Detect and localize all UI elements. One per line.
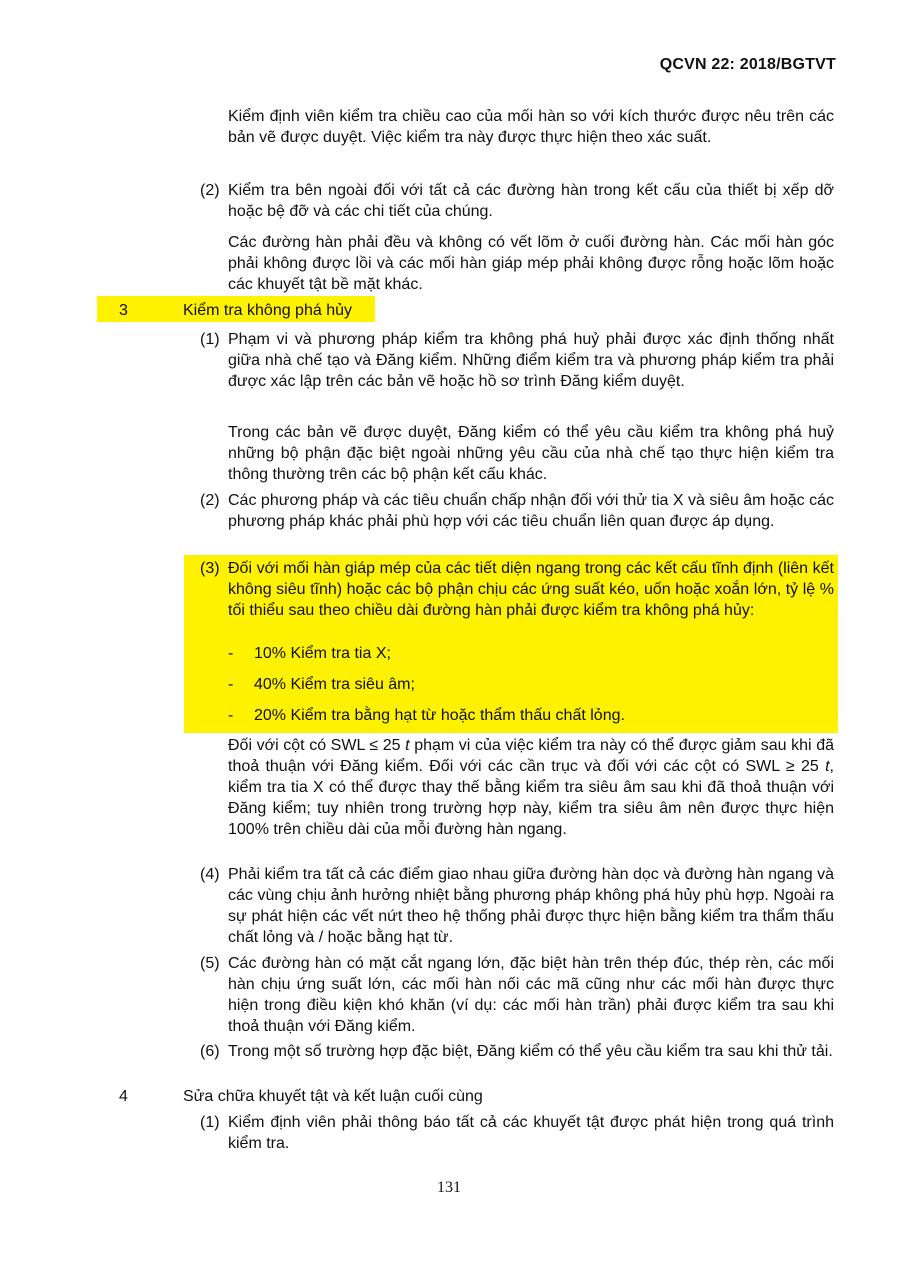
item-text: Phạm vi và phương pháp kiểm tra không phá huỷ phải được xác định thống nhất giữa nhà chế tạo và Đăng kiểm. Những điểm kiểm tra và phương pháp kiểm tra phải được xác lập trên các bản vẽ hoặc hồ sơ trình Đăng kiểm duyệt. (228, 331, 834, 390)
item-text: Trong một số trường hợp đặc biệt, Đăng kiểm có thể yêu cầu kiểm tra sau khi thử tải. (228, 1043, 833, 1060)
item-number: (1) (200, 1114, 220, 1131)
item-number: (5) (200, 955, 220, 972)
item-number: (4) (200, 866, 220, 883)
bullet-text: 40% Kiểm tra siêu âm; (254, 676, 415, 693)
header-doc-code: QCVN 22: 2018/BGTVT (659, 56, 836, 73)
item-text: Kiểm định viên phải thông báo tất cả các khuyết tật được phát hiện trong quá trình kiểm tra. (228, 1114, 834, 1152)
paragraph-swl-note (228, 735, 834, 840)
item-number: (6) (200, 1043, 220, 1060)
item-text: Các phương pháp và các tiêu chuẩn chấp nhận đối với thử tia X và siêu âm hoặc các phương pháp khác phải phù hợp với các tiêu chuẩn liên quan được áp dụng. (228, 492, 834, 530)
item-text: Các đường hàn có mặt cắt ngang lớn, đặc biệt hàn trên thép đúc, thép rèn, các mối hàn chịu ứng suất lớn, các mối hàn nối các mã cũng như các mối hàn được thực hiện trong điều kiện khó khăn (ví dụ: các mối hàn trần) phải được kiểm tra sau khi thoả thuận với Đăng kiểm. (228, 955, 834, 1035)
section-number: 4 (119, 1088, 128, 1105)
item-number: (3) (200, 560, 220, 577)
unit-t: t (825, 758, 830, 775)
unit-t: t (405, 737, 410, 754)
section-number: 3 (119, 302, 128, 319)
paragraph-height-check: Kiểm định viên kiểm tra chiều cao của mối hàn so với kích thước được nêu trên các bản vẽ được duyệt. Việc kiểm tra này được thực hiện theo xác suất. (228, 108, 834, 146)
section-title: Sửa chữa khuyết tật và kết luận cuối cùng (183, 1088, 483, 1105)
item-text: Đối với mối hàn giáp mép của các tiết diện ngang trong các kết cấu tĩnh định (liên kết không siêu tĩnh) hoặc các bộ phận chịu các ứng suất kéo, uốn hoặc xoắn lớn, tỷ lệ % tối thiểu sau theo chiều dài đường hàn phải được kiểm tra không phá hủy: (228, 560, 834, 619)
item-number: (2) (200, 492, 220, 509)
section-title: Kiểm tra không phá hủy (183, 302, 352, 319)
bullet-mark: - (228, 645, 234, 662)
paragraph-weld-appearance: Các đường hàn phải đều và không có vết lõm ở cuối đường hàn. Các mối hàn góc phải không được lồi và các mối hàn giáp mép phải không được rỗng hoặc lõm hoặc các khuyết tật bề mặt khác. (228, 234, 834, 293)
bullet-text: 20% Kiểm tra bằng hạt từ hoặc thẩm thấu chất lỏng. (254, 707, 625, 724)
paragraph-approved-drawings: Trong các bản vẽ được duyệt, Đăng kiểm có thể yêu cầu kiểm tra không phá huỷ những bộ phận đặc biệt ngoài những yêu cầu của nhà chế tạo thực hiện kiểm tra thông thường trên các bộ phận kết cấu khác. (228, 424, 834, 483)
swl-text-a: Đối với cột có SWL ≤ 25 (228, 737, 406, 754)
bullet-mark: - (228, 707, 234, 724)
page-number: 131 (437, 1179, 461, 1196)
item-text: Kiểm tra bên ngoài đối với tất cả các đường hàn trong kết cấu của thiết bị xếp dỡ hoặc bệ đỡ và các chi tiết của chúng. (228, 182, 834, 220)
item-number: (2) (200, 182, 220, 199)
swl-text-c: , kiểm tra tia X có thể được thay thế bằng kiểm tra siêu âm sau khi đã thoả thuận với Đăng kiểm; tuy nhiên trong trường hợp này, kiểm tra siêu âm nên được thực hiện 100% trên chiều dài của mỗi đường hàn ngang. (228, 758, 834, 838)
swl-text-b: phạm vi của việc kiểm tra này có thể được giảm sau khi đã thoả thuận với Đăng kiểm. Đối với các cần trục và đối với các cột có SWL ≥ 25 (228, 737, 835, 775)
item-text: Phải kiểm tra tất cả các điểm giao nhau giữa đường hàn dọc và đường hàn ngang và các vùng chịu ảnh hưởng nhiệt bằng phương pháp không phá hủy phù hợp. Ngoài ra sự phát hiện các vết nứt theo hệ thống phải được thực hiện bằng kiểm tra thẩm thấu chất lỏng và / hoặc bằng hạt từ. (228, 866, 834, 946)
item-number: (1) (200, 331, 220, 348)
bullet-mark: - (228, 676, 234, 693)
bullet-text: 10% Kiểm tra tia X; (254, 645, 391, 662)
